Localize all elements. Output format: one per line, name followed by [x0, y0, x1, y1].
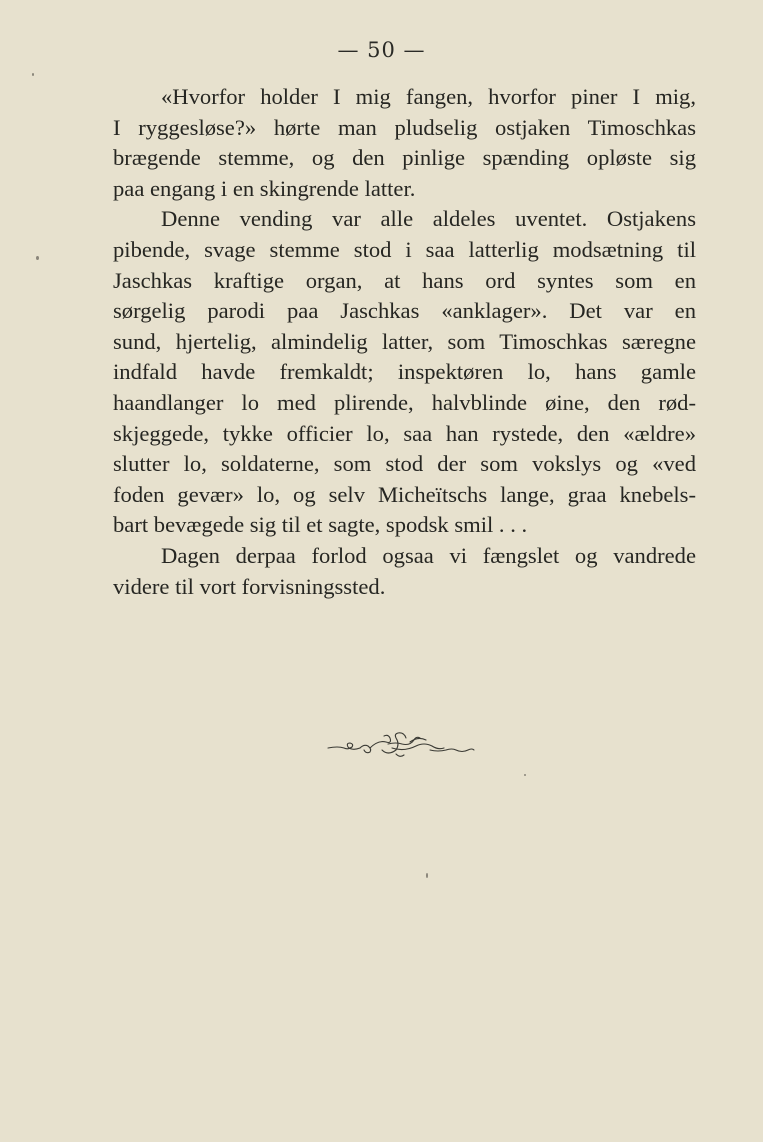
text-line: Dagen derpaa forlod ogsaa vi fængslet og vandrede — [161, 542, 696, 568]
text-line: sund, hjertelig, almindelig latter, som Timoschkas særegne — [113, 328, 696, 354]
flourish-ornament-icon — [326, 726, 476, 762]
text-line: videre til vort forvisningssted. — [113, 573, 386, 599]
paper-speck — [524, 774, 526, 776]
paper-speck — [36, 256, 39, 260]
text-line: skjeggede, tykke officier lo, saa han rystede, den «ældre» — [113, 420, 696, 446]
text-line: pibende, svage stemme stod i saa latterlig modsætning til — [113, 236, 696, 262]
text-line: indfald havde fremkaldt; inspektøren lo, hans gamle — [113, 359, 696, 385]
paragraph-3 — [113, 541, 696, 602]
paragraph-2 — [113, 204, 696, 541]
text-line: brægende stemme, og den pinlige spænding opløste sig — [113, 145, 696, 171]
paper-speck — [426, 873, 428, 878]
text-line: slutter lo, soldaterne, som stod der som vokslys og «ved — [113, 451, 696, 477]
text-line: paa engang i en skingrende latter. — [113, 175, 416, 201]
text-line: haandlanger lo med plirende, halvblinde øine, den rød- — [113, 389, 696, 415]
paper-speck — [32, 73, 34, 76]
text-line: Denne vending var alle aldeles uventet. Ostjakens — [161, 206, 696, 232]
body-text — [113, 82, 696, 602]
text-line: foden gevær» lo, og selv Micheïtschs lange, graa knebels- — [113, 481, 696, 507]
page-number: — 50 — — [337, 38, 426, 62]
text-line: I ryggesløse?» hørte man pludselig ostjaken Timoschkas — [113, 114, 696, 140]
text-line: «Hvorfor holder I mig fangen, hvorfor piner I mig, — [161, 84, 696, 109]
text-line: Jaschkas kraftige organ, at hans ord syntes som en — [113, 267, 696, 293]
paragraph-1 — [113, 82, 696, 204]
text-line: bart bevægede sig til et sagte, spodsk smil . . . — [113, 512, 528, 538]
text-line: sørgelig parodi paa Jaschkas «anklager». Det var en — [113, 298, 696, 324]
